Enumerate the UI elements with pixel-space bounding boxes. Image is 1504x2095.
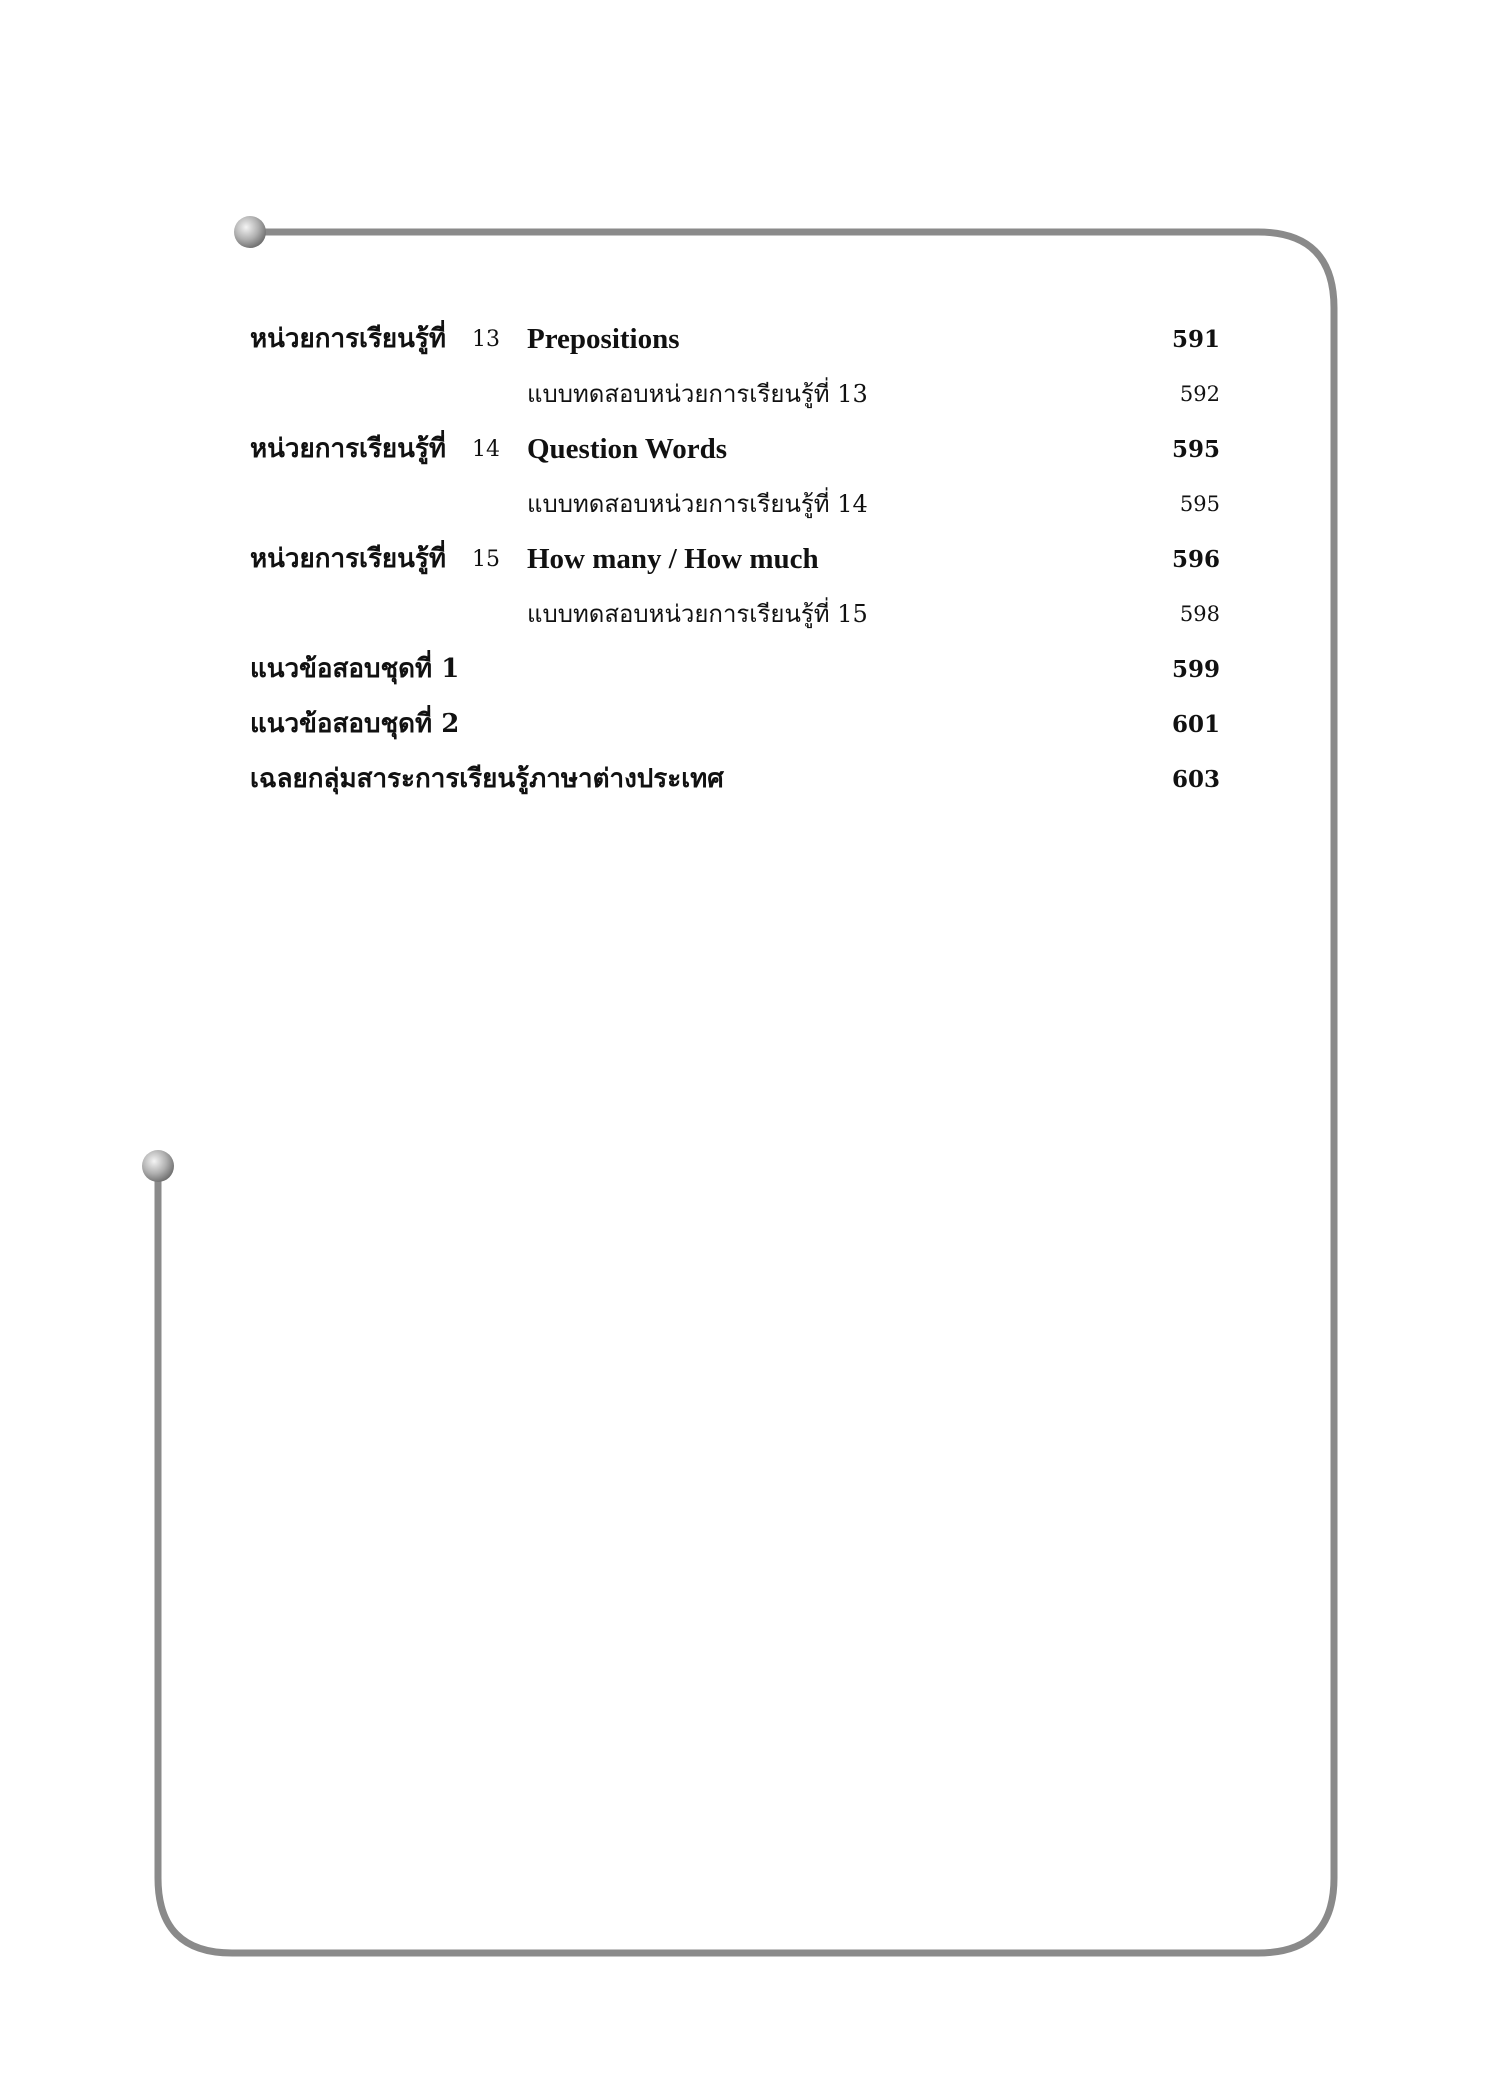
toc-entry-answers[interactable] (250, 752, 1220, 807)
unit-number: 15 (472, 547, 500, 572)
unit-label: หน่วยการเรียนรู้ที่ (250, 434, 447, 464)
table-of-contents (250, 312, 1220, 807)
entry-title: แนวข้อสอบชุดที่ 1 (250, 654, 460, 684)
entry-title: แนวข้อสอบชุดที่ 2 (250, 709, 460, 739)
top-corner-ball (234, 216, 266, 248)
page-number: 596 (1171, 546, 1220, 573)
toc-entry-unit-15-test[interactable] (250, 587, 1220, 642)
page-number: 599 (1171, 656, 1220, 683)
unit-label: หน่วยการเรียนรู้ที่ (250, 324, 447, 354)
page-number: 601 (1171, 711, 1220, 738)
toc-entry-unit-14[interactable] (250, 422, 1220, 477)
toc-entry-unit-13[interactable] (250, 312, 1220, 367)
unit-label: หน่วยการเรียนรู้ที่ (250, 544, 447, 574)
page-number: 591 (1171, 326, 1220, 353)
unit-number: 13 (472, 327, 500, 352)
toc-entry-exam-2[interactable] (250, 697, 1220, 752)
page-number: 598 (1179, 602, 1220, 626)
toc-entry-unit-14-test[interactable] (250, 477, 1220, 532)
left-side-ball (142, 1150, 174, 1182)
toc-entry-exam-1[interactable] (250, 642, 1220, 697)
toc-entry-unit-15[interactable] (250, 532, 1220, 587)
unit-title: Prepositions (527, 323, 680, 355)
test-title: แบบทดสอบหน่วยการเรียนรู้ที่ 14 (527, 490, 868, 518)
unit-title: How many / How much (527, 543, 819, 575)
page-number: 595 (1179, 492, 1220, 516)
unit-title: Question Words (527, 433, 728, 465)
page-number: 595 (1171, 436, 1220, 463)
unit-number: 14 (472, 437, 500, 462)
test-title: แบบทดสอบหน่วยการเรียนรู้ที่ 15 (527, 600, 868, 628)
page-number: 592 (1179, 382, 1220, 406)
entry-title: เฉลยกลุ่มสาระการเรียนรู้ภาษาต่างประเทศ (250, 764, 724, 794)
page-number: 603 (1171, 766, 1220, 793)
test-title: แบบทดสอบหน่วยการเรียนรู้ที่ 13 (527, 380, 868, 408)
toc-entry-unit-13-test[interactable] (250, 367, 1220, 422)
